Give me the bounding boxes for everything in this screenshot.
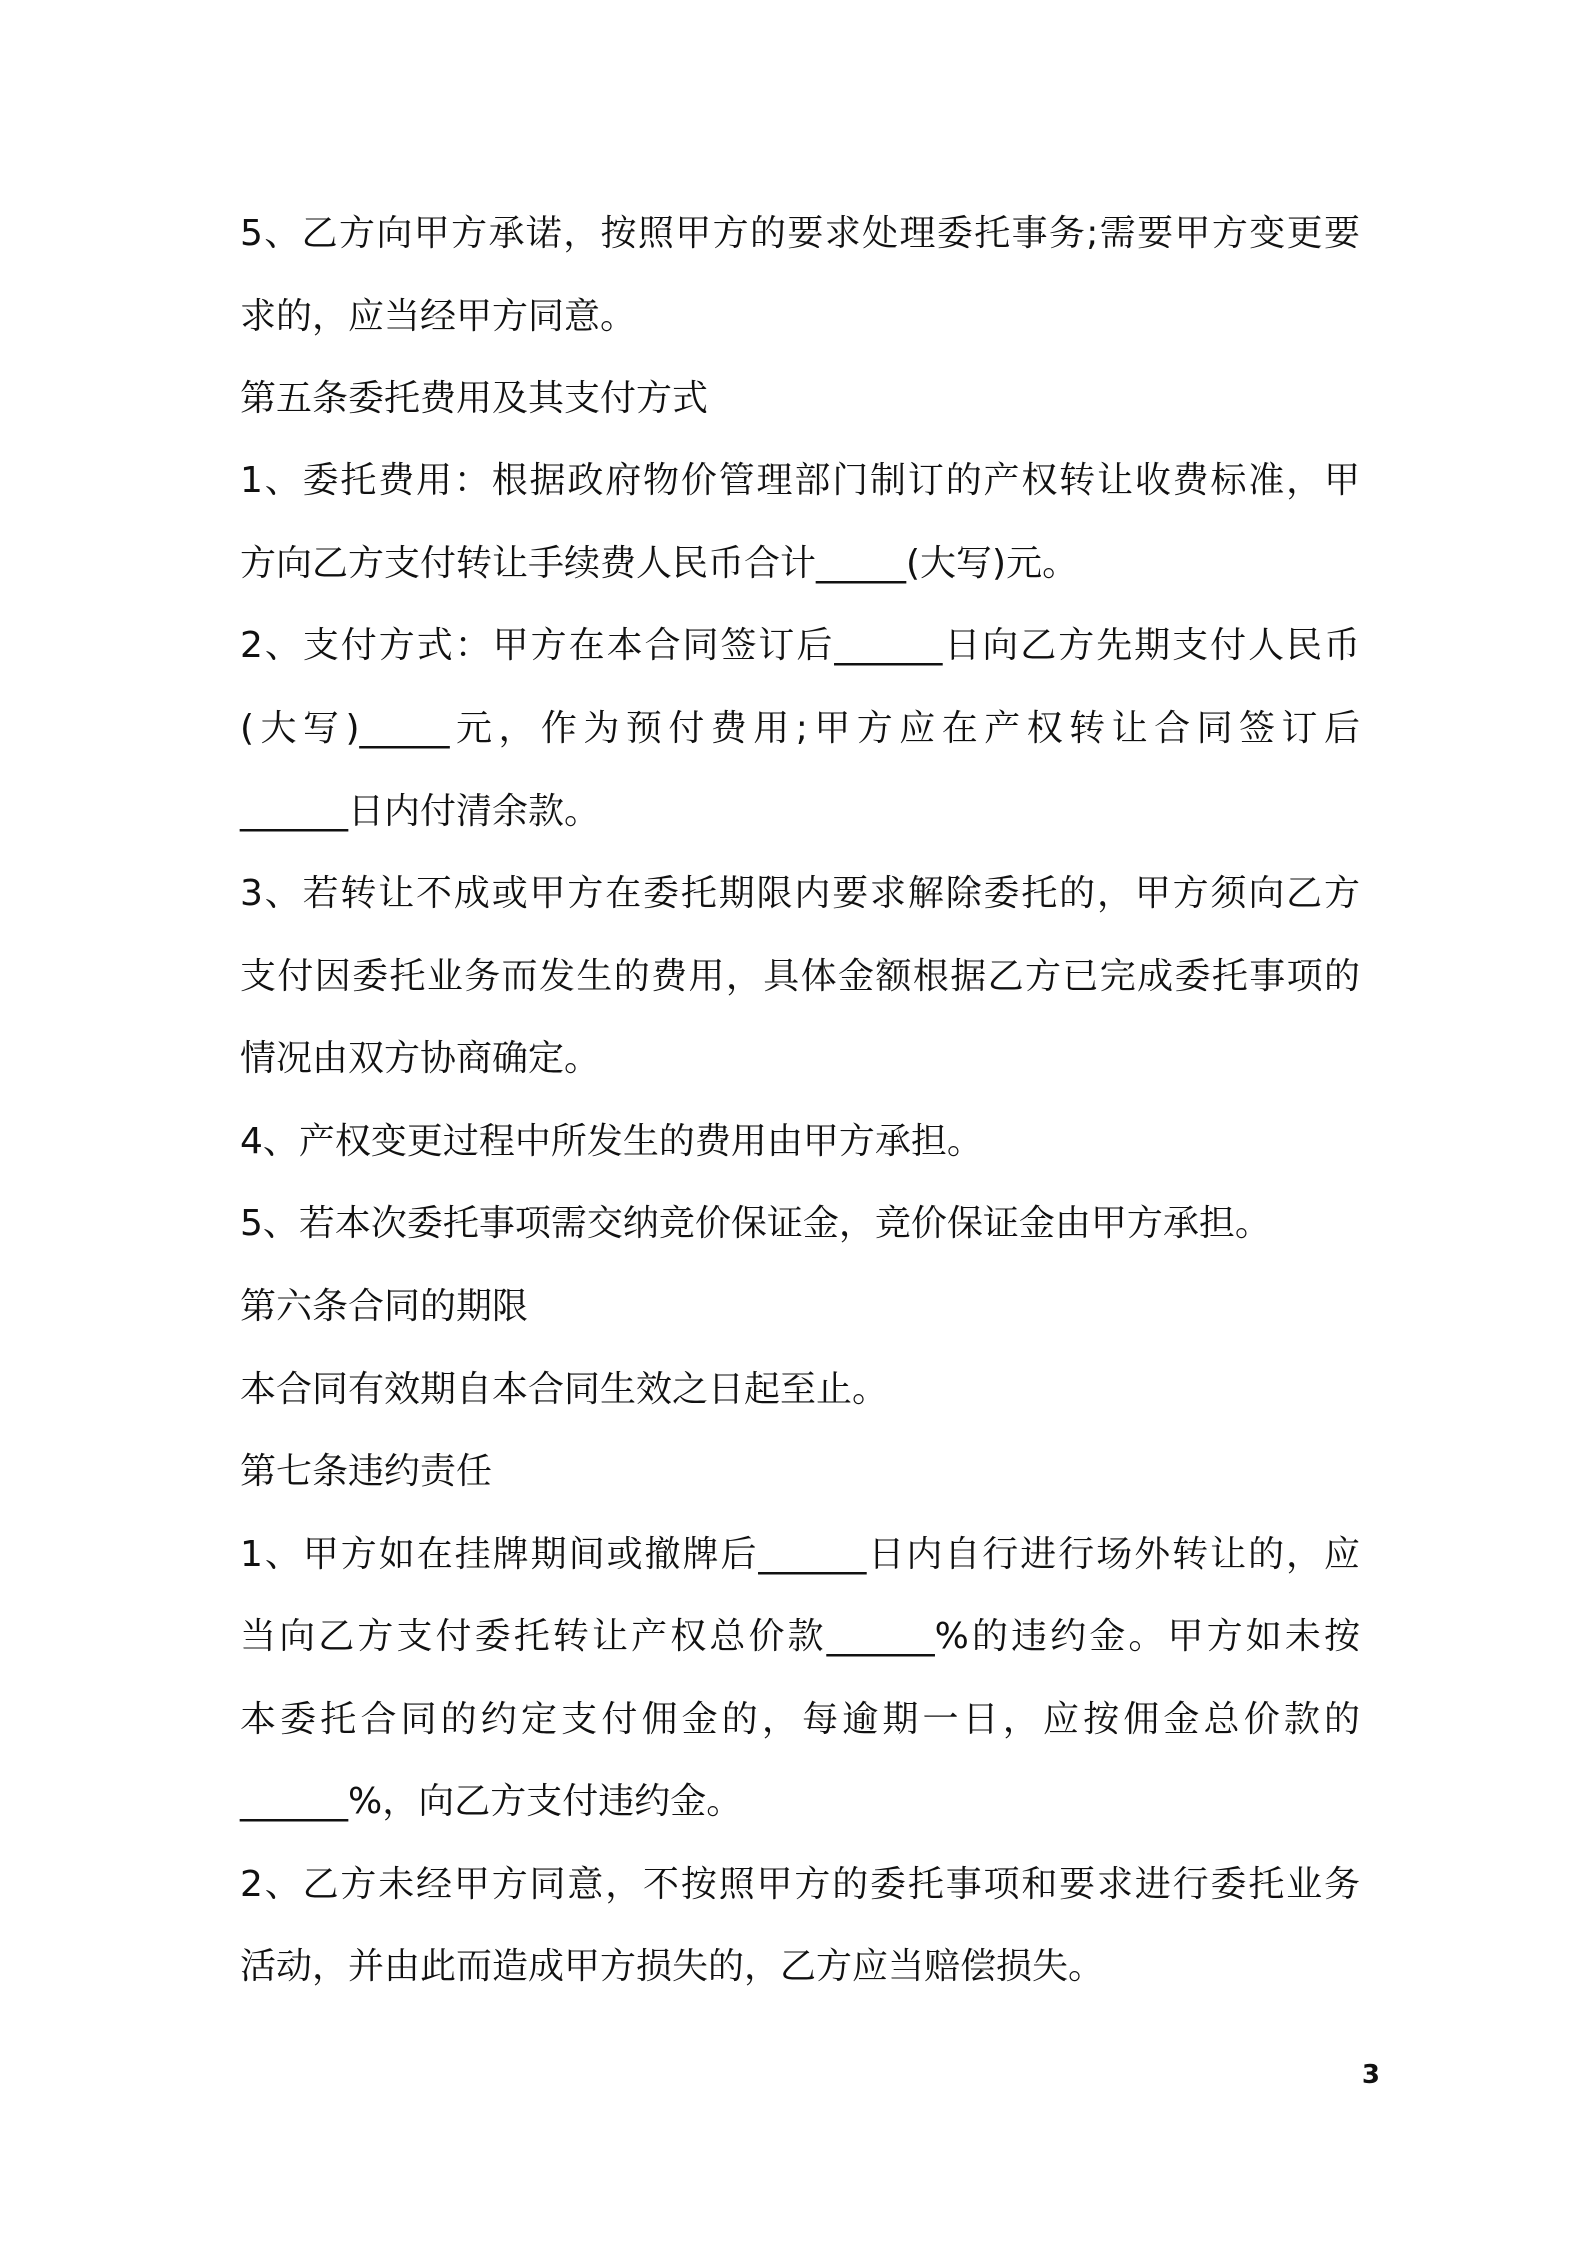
text-line-11: 情况由双方协商确定。 <box>240 1038 601 1079</box>
text-line-2: 求的，应当经甲方同意。 <box>240 296 637 337</box>
text-line-22: 活动，并由此而造成甲方损失的，乙方应当赔偿损失。 <box>240 1946 1105 1987</box>
text-line-20: ______%，向乙方支付违约金。 <box>240 1781 743 1822</box>
text-line-19: 本委托合同的约定支付佣金的，每逾期一日，应按佣金总价款的 <box>240 1699 1360 1740</box>
text-line-4: 1、委托费用：根据政府物价管理部门制订的产权转让收费标准，甲 <box>240 460 1360 501</box>
text-line-13: 5、若本次委托事项需交纳竞价保证金，竞价保证金由甲方承担。 <box>240 1203 1271 1244</box>
section-heading-5: 第五条委托费用及其支付方式 <box>240 378 709 419</box>
page-number: 3 <box>1361 2060 1380 2090</box>
section-heading-6: 第六条合同的期限 <box>240 1286 529 1327</box>
text-line-7: (大写)_____元，作为预付费用;甲方应在产权转让合同签订后 <box>240 708 1360 749</box>
text-line-15: 本合同有效期自本合同生效之日起至止。 <box>240 1369 889 1410</box>
text-line-21: 2、乙方未经甲方同意，不按照甲方的委托事项和要求进行委托业务 <box>240 1864 1360 1905</box>
text-line-17: 1、甲方如在挂牌期间或撤牌后______日内自行进行场外转让的，应 <box>240 1534 1360 1575</box>
text-line-8: ______日内付清余款。 <box>240 791 601 832</box>
text-line-10: 支付因委托业务而发生的费用，具体金额根据乙方已完成委托事项的 <box>240 956 1360 997</box>
text-line-9: 3、若转让不成或甲方在委托期限内要求解除委托的，甲方须向乙方 <box>240 873 1360 914</box>
text-line-18: 当向乙方支付委托转让产权总价款______%的违约金。甲方如未按 <box>240 1616 1360 1657</box>
section-heading-7: 第七条违约责任 <box>240 1451 493 1492</box>
text-line-1: 5、乙方向甲方承诺，按照甲方的要求处理委托事务;需要甲方变更要 <box>240 213 1360 254</box>
text-line-12: 4、产权变更过程中所发生的费用由甲方承担。 <box>240 1121 983 1162</box>
text-line-5: 方向乙方支付转让手续费人民币合计_____(大写)元。 <box>240 543 1079 584</box>
text-line-6: 2、支付方式：甲方在本合同签订后______日向乙方先期支付人民币 <box>240 625 1360 666</box>
